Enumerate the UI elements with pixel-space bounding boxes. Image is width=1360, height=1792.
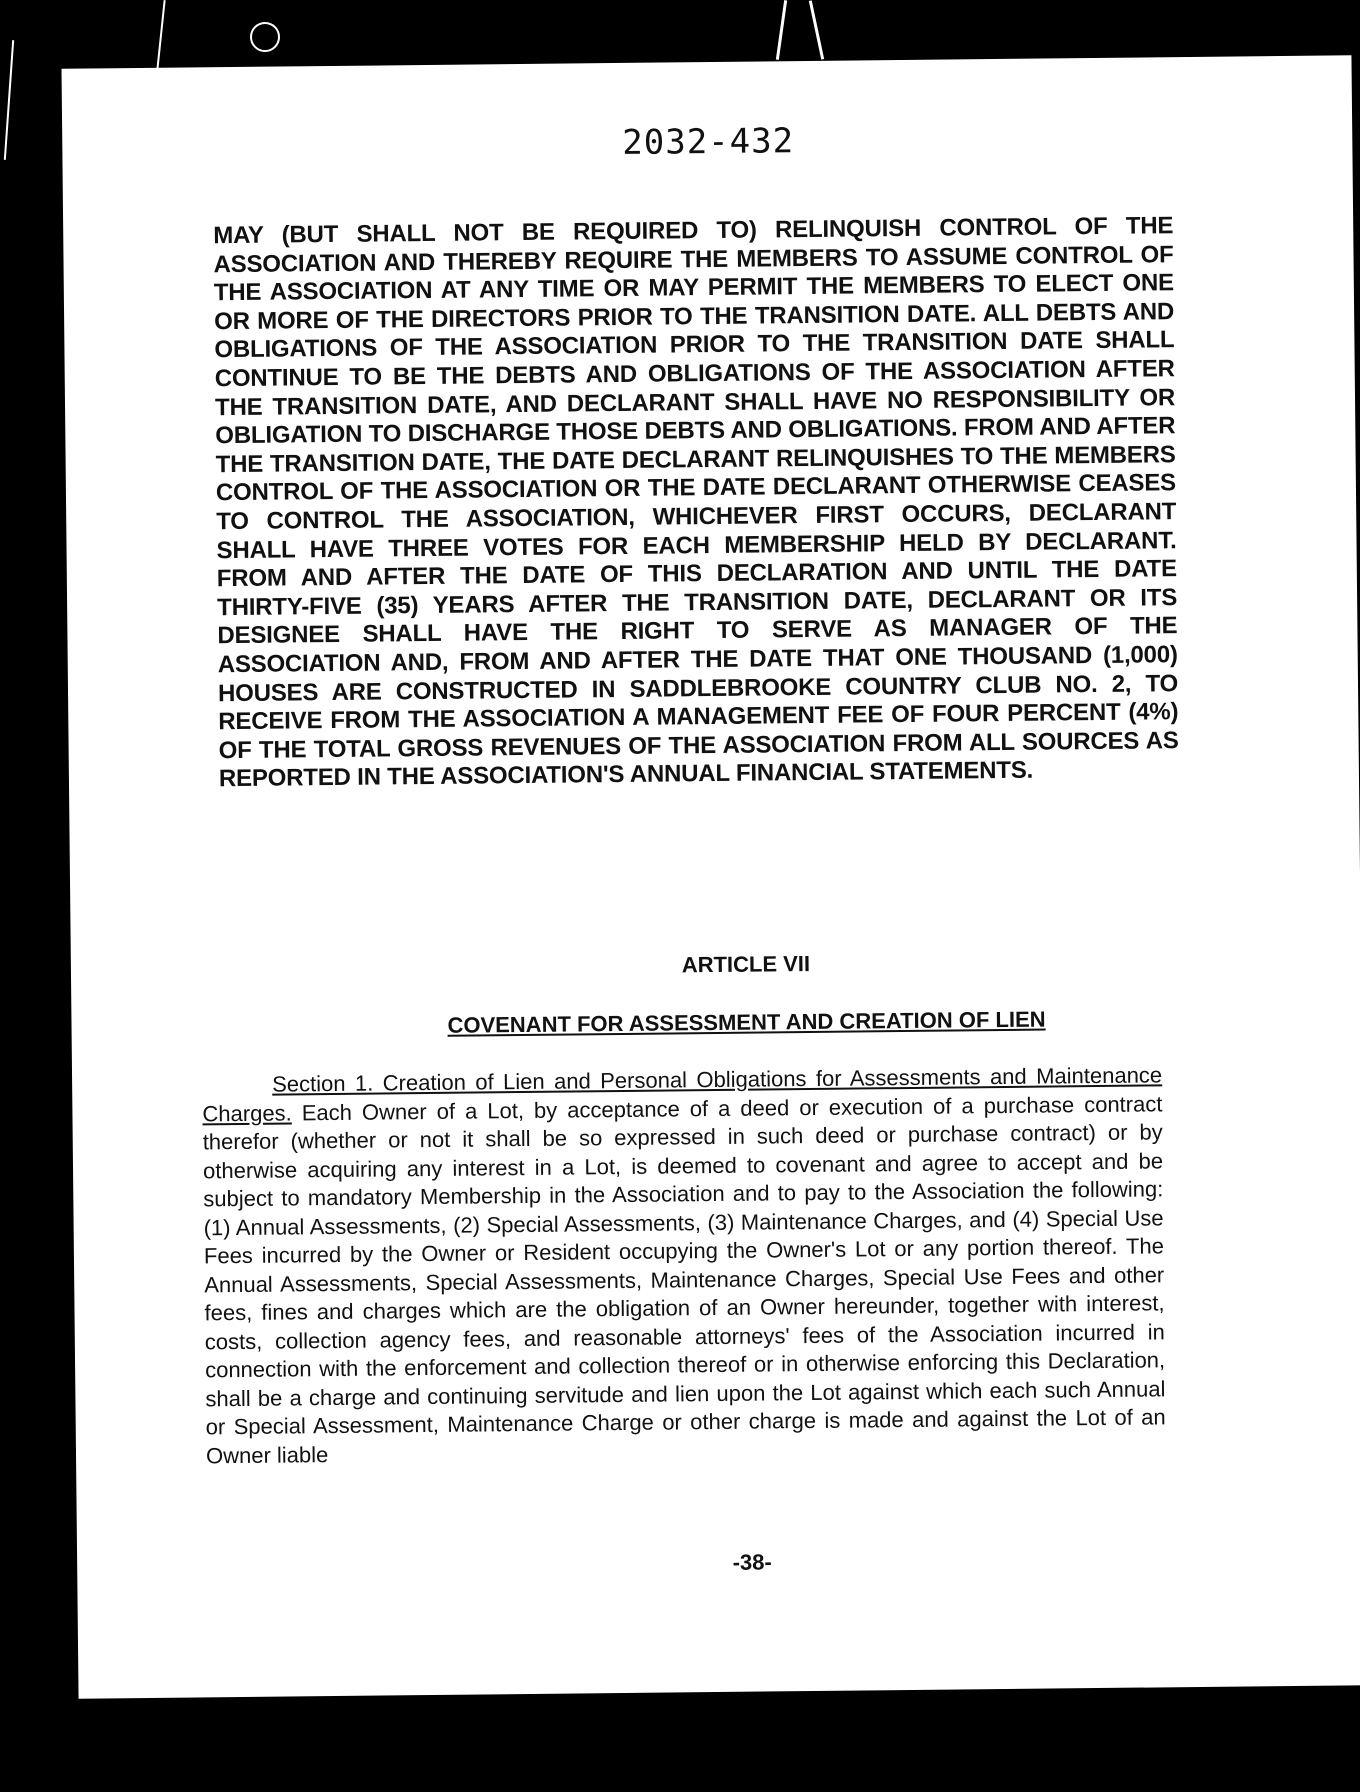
scan-artifact — [250, 22, 280, 52]
section-1-paragraph — [202, 1061, 1166, 1470]
scan-artifact — [4, 40, 14, 160]
page-number: -38- — [732, 1549, 772, 1575]
document-number: 2032-432 — [622, 121, 795, 163]
scan-artifact — [776, 0, 787, 60]
document-page — [62, 55, 1360, 1698]
intro-paragraph: MAY (BUT SHALL NOT BE REQUIRED TO) RELINQUISH CONTROL OF THE ASSOCIATION AND THEREBY REQUIRE THE MEMBERS TO ASSUME CONTROL OF THE ASSOCIATION AT ANY TIME OR MAY PERMIT THE MEMBERS TO ELECT ONE OR MORE OF THE DIRECTORS PRIOR TO THE TRANSITION DATE. ALL DEBTS AND OBLIGATIONS OF THE ASSOCIATION PRIOR TO THE TRANSITION DATE SHALL CONTINUE TO BE THE DEBTS AND OBLIGATIONS OF THE ASSOCIATION AFTER THE TRANSITION DATE, AND DECLARANT SHALL HAVE NO RESPONSIBILITY OR OBLIGATION TO DISCHARGE THOSE DEBTS AND OBLIGATIONS. FROM AND AFTER THE TRANSITION DATE, THE DATE DECLARANT RELINQUISHES TO THE MEMBERS CONTROL OF THE ASSOCIATION OR THE DATE DECLARANT OTHERWISE CEASES TO CONTROL THE ASSOCIATION, WHICHEVER FIRST OCCURS, DECLARANT SHALL HAVE THREE VOTES FOR EACH MEMBERSHIP HELD BY DECLARANT. FROM AND AFTER THE DATE OF THIS DECLARATION AND UNTIL THE DATE THIRTY-FIVE (35) YEARS AFTER THE TRANSITION DATE, DECLARANT OR ITS DESIGNEE SHALL HAVE THE RIGHT TO SERVE AS MANAGER OF THE ASSOCIATION AND, FROM AND AFTER THE DATE THAT ONE THOUSAND (1,000) HOUSES ARE CONSTRUCTED IN SADDLEBROOKE COUNTRY CLUB NO. 2, TO RECEIVE FROM THE ASSOCIATION A MANAGEMENT FEE OF FOUR PERCENT (4%) OF THE TOTAL GROSS REVENUES OF THE ASSOCIATION FROM ALL SOURCES AS REPORTED IN THE ASSOCIATION'S ANNUAL FINANCIAL STATEMENTS. — [213, 212, 1179, 793]
article-title: ARTICLE VII — [681, 951, 811, 978]
section-1-body: Each Owner of a Lot, by acceptance of a deed or execution of a purchase contract therefor (whether or not it shall be so expressed in such deed or purchase contract) or by otherwise acquiring any interest in a Lot, is deemed to covenant and agree to accept and be subject to mandatory Membership in the Association and to pay to the Association the following: (1) Annual Assessments, (2) Special Assessments, (3) Maintenance Charges, and (4) Special Use Fees incurred by the Owner or Resident occupying the Owner's Lot or any portion thereof. The Annual Assessments, Special Assessments, Maintenance Charges, Special Use Fees and other fees, fines and charges which are the obligation of an Owner hereunder, together with interest, costs, collection agency fees, and reasonable attorneys' fees of the Association incurred in connection with the enforcement and collection thereof or in otherwise enforcing this Declaration, shall be a charge and continuing servitude and lien upon the Lot against which each such Annual or Special Assessment, Maintenance Charge or other charge is made and against the Lot of an Owner liable — [202, 1090, 1166, 1468]
section-1-heading: Section 1. Creation of Lien and Personal Obligations for Assessments and Maintenance Charges. — [202, 1062, 1163, 1126]
scan-artifact — [156, 0, 165, 70]
scan-artifact — [809, 0, 824, 59]
article-heading: COVENANT FOR ASSESSMENT AND CREATION OF LIEN — [447, 1006, 1046, 1038]
